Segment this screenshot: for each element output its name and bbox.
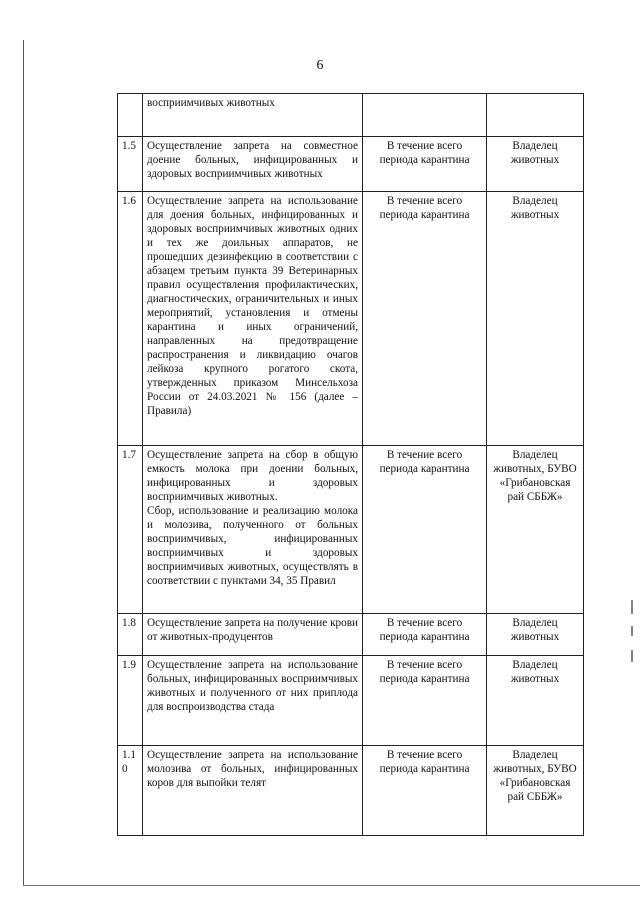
scan-edge-mark: [631, 626, 633, 636]
row-number: 1.6: [118, 192, 143, 446]
responsible-text: Владелец животных: [487, 137, 584, 192]
term-text: В течение всего периода карантина: [363, 192, 487, 446]
scan-edge-mark: [631, 600, 633, 614]
term-text: [363, 94, 487, 137]
page-number: 6: [316, 58, 324, 73]
term-text: В течение всего периода карантина: [363, 614, 487, 656]
table-row: [118, 746, 584, 836]
responsible-text: Владелец животных, БУВО «Грибановская рай СББЖ»: [487, 746, 584, 836]
scan-left-edge: [23, 40, 24, 885]
responsible-text: Владелец животных: [487, 614, 584, 656]
table-row: [118, 94, 584, 137]
row-number: 1.9: [118, 656, 143, 746]
term-text: В течение всего периода карантина: [363, 656, 487, 746]
row-number: [118, 94, 143, 137]
measure-text: Осуществление запрета на совместное доение больных, инфицированных и здоровых восприимчивых животных: [143, 137, 363, 192]
table-row: [118, 614, 584, 656]
measure-text: Осуществление запрета на использование молозива от больных, инфицированных коров для выпойки телят: [143, 746, 363, 836]
responsible-text: Владелец животных: [487, 656, 584, 746]
table-row: [118, 192, 584, 446]
row-number: 1.5: [118, 137, 143, 192]
measure-text: Осуществление запрета на получение крови от животных-продуцентов: [143, 614, 363, 656]
measures-table: [117, 93, 584, 836]
responsible-text: [487, 94, 584, 137]
measure-text: Осуществление запрета на использование больных, инфицированных восприимчивых животных и полученного от них приплода для воспроизводства стада: [143, 656, 363, 746]
table-row: [118, 446, 584, 614]
scan-edge-mark: [631, 650, 633, 662]
term-text: В течение всего периода карантина: [363, 137, 487, 192]
responsible-text: Владелец животных, БУВО «Грибановская рай СББЖ»: [487, 446, 584, 614]
term-text: В течение всего периода карантина: [363, 446, 487, 614]
measure-text: Осуществление запрета на сбор в общую емкость молока при доении больных, инфицированных и здоровых восприимчивых животных. Сбор, использование и реализацию молока и молозива, полученного от больных восприимчивых, инфицированных восприимчивых и здоровых восприимчивых животных, осуществлять в соответствии с пунктами 34, 35 Правил: [143, 446, 363, 614]
term-text: В течение всего периода карантина: [363, 746, 487, 836]
scan-bottom-edge: [23, 885, 640, 886]
row-number: 1.7: [118, 446, 143, 614]
table-row: [118, 656, 584, 746]
responsible-text: Владелец животных: [487, 192, 584, 446]
measure-text: Осуществление запрета на использование для доения больных, инфицированных и здоровых восприимчивых животных одних и тех же доильных аппаратов, не прошедших дезинфекцию в соответствии с абзацем третьим пункта 39 Ветеринарных правил осуществления профилактических, диагностических, ограничительных и иных мероприятий, установления и отмены карантина и иных ограничений, направленных на предотвращение распространения и ликвидацию очагов лейкоза крупного рогатого скота, утвержденных приказом Минсельхоза России от 24.03.2021 № 156 (далее – Правила): [143, 192, 363, 446]
row-number: 1.10: [118, 746, 143, 836]
table-row: [118, 137, 584, 192]
row-number: 1.8: [118, 614, 143, 656]
measure-text: восприимчивых животных: [143, 94, 363, 137]
